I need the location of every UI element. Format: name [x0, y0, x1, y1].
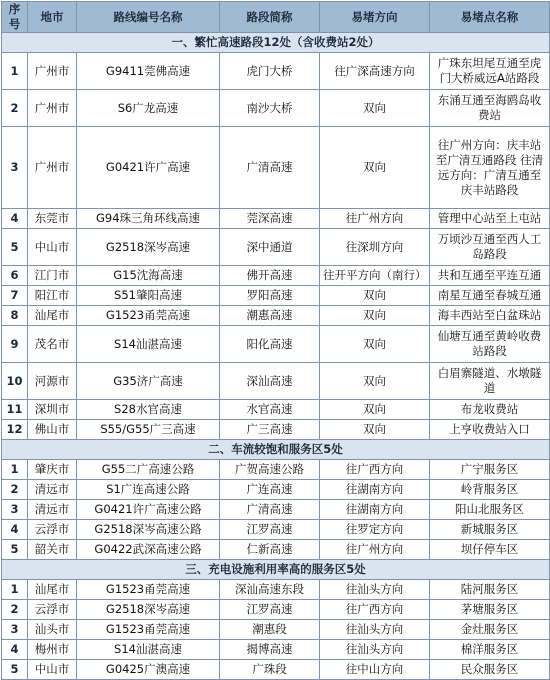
cell-city: 清远市	[28, 500, 77, 520]
cell-direction: 往汕头方向	[320, 620, 430, 640]
cell-section: 潮惠段	[220, 620, 320, 640]
cell-index: 7	[2, 286, 28, 306]
cell-direction: 往广西方向	[320, 600, 430, 620]
header-cell-route: 路线编号名称	[77, 2, 220, 33]
table-row	[2, 580, 550, 600]
cell-index: 1	[2, 460, 28, 480]
cell-section: 阳化高速	[220, 326, 320, 363]
cell-direction: 双向	[320, 127, 430, 209]
cell-route: S28水官高速	[77, 400, 220, 420]
section-title: 一、繁忙高速路段12处（含收费站2处）	[2, 33, 550, 53]
cell-location: 南星互通至春城互通	[430, 286, 550, 306]
cell-city: 河源市	[28, 363, 77, 400]
cell-section: 广连高速	[220, 480, 320, 500]
table-row	[2, 660, 550, 680]
cell-section: 江罗高速	[220, 520, 320, 540]
cell-index: 3	[2, 620, 28, 640]
cell-city: 汕头市	[28, 620, 77, 640]
cell-direction: 往汕头方向	[320, 580, 430, 600]
header-cell-location: 易堵点名称	[430, 2, 550, 33]
cell-section: 虎门大桥	[220, 53, 320, 90]
cell-location: 上亨收费站入口	[430, 420, 550, 440]
cell-direction: 往湖南方向	[320, 480, 430, 500]
cell-index: 5	[2, 229, 28, 266]
cell-section: 罗阳高速	[220, 286, 320, 306]
cell-route: S14汕湛高速	[77, 640, 220, 660]
cell-index: 5	[2, 660, 28, 680]
cell-city: 汕尾市	[28, 580, 77, 600]
cell-route: G9411莞佛高速	[77, 53, 220, 90]
table-row	[2, 266, 550, 286]
cell-index: 3	[2, 500, 28, 520]
header-row	[2, 2, 550, 33]
cell-city: 中山市	[28, 660, 77, 680]
cell-location: 管理中心站至上屯站	[430, 209, 550, 229]
cell-direction: 往广州方向	[320, 540, 430, 560]
cell-index: 11	[2, 400, 28, 420]
cell-city: 韶关市	[28, 540, 77, 560]
cell-section: 广三高速	[220, 420, 320, 440]
cell-direction: 双向	[320, 363, 430, 400]
cell-direction: 往广深高速方向	[320, 53, 430, 90]
table-row	[2, 90, 550, 127]
cell-location: 坝仔停车区	[430, 540, 550, 560]
cell-route: S55/G55广三高速	[77, 420, 220, 440]
cell-direction: 往湖南方向	[320, 500, 430, 520]
cell-location: 广宁服务区	[430, 460, 550, 480]
table-row	[2, 620, 550, 640]
cell-route: G2518深岑高速公路	[77, 520, 220, 540]
cell-direction: 双向	[320, 306, 430, 326]
cell-city: 梅州市	[28, 640, 77, 660]
cell-route: G2518深岑高速	[77, 600, 220, 620]
table-row	[2, 480, 550, 500]
header-cell-index: 序号	[2, 2, 28, 33]
cell-section: 广珠段	[220, 660, 320, 680]
section-title: 二、车流较饱和服务区5处	[2, 440, 550, 460]
table-body	[2, 2, 550, 680]
cell-section: 莞深高速	[220, 209, 320, 229]
cell-route: G35济广高速	[77, 363, 220, 400]
cell-section: 揭博高速	[220, 640, 320, 660]
cell-direction: 双向	[320, 400, 430, 420]
cell-direction: 双向	[320, 90, 430, 127]
cell-index: 2	[2, 90, 28, 127]
cell-direction: 往广西方向	[320, 460, 430, 480]
cell-location: 陆河服务区	[430, 580, 550, 600]
cell-route: G15沈海高速	[77, 266, 220, 286]
table-row	[2, 306, 550, 326]
cell-section: 江罗高速	[220, 600, 320, 620]
cell-city: 东莞市	[28, 209, 77, 229]
cell-section: 深汕高速东段	[220, 580, 320, 600]
cell-direction: 往罗定方向	[320, 520, 430, 540]
cell-city: 中山市	[28, 229, 77, 266]
cell-location: 白眉寨隧道、水墩隧道	[430, 363, 550, 400]
cell-section: 广清高速	[220, 127, 320, 209]
table-row	[2, 460, 550, 480]
cell-location: 广珠东坦尾互通至虎门大桥威远A站路段	[430, 53, 550, 90]
header-cell-city: 地市	[28, 2, 77, 33]
table-row	[2, 500, 550, 520]
cell-city: 肇庆市	[28, 460, 77, 480]
cell-city: 深圳市	[28, 400, 77, 420]
cell-index: 5	[2, 540, 28, 560]
cell-location: 新城服务区	[430, 520, 550, 540]
cell-index: 4	[2, 520, 28, 540]
cell-direction: 往开平方向（南行）	[320, 266, 430, 286]
cell-direction: 双向	[320, 326, 430, 363]
cell-route: S6广龙高速	[77, 90, 220, 127]
cell-city: 云浮市	[28, 520, 77, 540]
cell-index: 2	[2, 600, 28, 620]
cell-index: 1	[2, 580, 28, 600]
cell-section: 广清高速	[220, 500, 320, 520]
cell-index: 10	[2, 363, 28, 400]
cell-city: 佛山市	[28, 420, 77, 440]
cell-direction: 往广州方向	[320, 209, 430, 229]
cell-location: 往广州方向：庆丰站至广清互通路段 往清远方向：广清互通至庆丰站路段	[430, 127, 550, 209]
cell-city: 云浮市	[28, 600, 77, 620]
cell-location: 岭背服务区	[430, 480, 550, 500]
cell-index: 4	[2, 209, 28, 229]
cell-city: 广州市	[28, 53, 77, 90]
cell-section: 深汕高速	[220, 363, 320, 400]
cell-route: G0421许广高速公路	[77, 500, 220, 520]
cell-route: G2518深岑高速	[77, 229, 220, 266]
cell-route: G55二广高速公路	[77, 460, 220, 480]
cell-index: 4	[2, 640, 28, 660]
cell-index: 6	[2, 266, 28, 286]
cell-section: 深中通道	[220, 229, 320, 266]
section-title-row	[2, 560, 550, 580]
table-row	[2, 640, 550, 660]
cell-location: 金灶服务区	[430, 620, 550, 640]
cell-direction: 往中山方向	[320, 660, 430, 680]
cell-route: G1523甬莞高速	[77, 620, 220, 640]
cell-route: G94珠三角环线高速	[77, 209, 220, 229]
table-row	[2, 127, 550, 209]
table-row	[2, 53, 550, 90]
cell-city: 清远市	[28, 480, 77, 500]
table-row	[2, 400, 550, 420]
cell-route: G0422武深高速公路	[77, 540, 220, 560]
cell-index: 3	[2, 127, 28, 209]
cell-route: G1523甬莞高速	[77, 306, 220, 326]
cell-location: 东涌互通至海鸥岛收费站	[430, 90, 550, 127]
cell-location: 棉洋服务区	[430, 640, 550, 660]
cell-location: 茅塘服务区	[430, 600, 550, 620]
table-row	[2, 420, 550, 440]
cell-city: 汕尾市	[28, 306, 77, 326]
cell-direction: 双向	[320, 286, 430, 306]
cell-route: S14汕湛高速	[77, 326, 220, 363]
table-row	[2, 326, 550, 363]
cell-index: 2	[2, 480, 28, 500]
table-row	[2, 229, 550, 266]
cell-direction: 双向	[320, 420, 430, 440]
cell-direction: 往汕头方向	[320, 640, 430, 660]
cell-section: 广贺高速公路	[220, 460, 320, 480]
cell-location: 阳山北服务区	[430, 500, 550, 520]
cell-city: 广州市	[28, 90, 77, 127]
cell-route: G0421许广高速	[77, 127, 220, 209]
cell-location: 海丰西站至白盆珠站	[430, 306, 550, 326]
table-row	[2, 286, 550, 306]
cell-city: 广州市	[28, 127, 77, 209]
section-title-row	[2, 33, 550, 53]
cell-route: G0425广澳高速	[77, 660, 220, 680]
header-cell-section: 路段简称	[220, 2, 320, 33]
cell-city: 阳江市	[28, 286, 77, 306]
table-row	[2, 540, 550, 560]
cell-location: 仙塘互通至黄岭收费站路段	[430, 326, 550, 363]
cell-location: 共和互通至平连互通	[430, 266, 550, 286]
cell-section: 水官高速	[220, 400, 320, 420]
cell-route: G1523甬莞高速	[77, 580, 220, 600]
section-title-row	[2, 440, 550, 460]
cell-route: S1广连高速公路	[77, 480, 220, 500]
congestion-table	[1, 1, 550, 680]
cell-location: 布龙收费站	[430, 400, 550, 420]
cell-location: 万顷沙互通至西人工岛路段	[430, 229, 550, 266]
section-title: 三、充电设施利用率高的服务区5处	[2, 560, 550, 580]
cell-index: 1	[2, 53, 28, 90]
table-row	[2, 520, 550, 540]
table-row	[2, 600, 550, 620]
table-row	[2, 363, 550, 400]
cell-route: S51肇阳高速	[77, 286, 220, 306]
cell-city: 茂名市	[28, 326, 77, 363]
cell-city: 江门市	[28, 266, 77, 286]
cell-direction: 往深圳方向	[320, 229, 430, 266]
cell-index: 12	[2, 420, 28, 440]
cell-index: 8	[2, 306, 28, 326]
table-row	[2, 209, 550, 229]
header-cell-direction: 易堵方向	[320, 2, 430, 33]
cell-index: 9	[2, 326, 28, 363]
cell-location: 民众服务区	[430, 660, 550, 680]
cell-section: 仁新高速	[220, 540, 320, 560]
cell-section: 南沙大桥	[220, 90, 320, 127]
cell-section: 潮惠高速	[220, 306, 320, 326]
cell-section: 佛开高速	[220, 266, 320, 286]
